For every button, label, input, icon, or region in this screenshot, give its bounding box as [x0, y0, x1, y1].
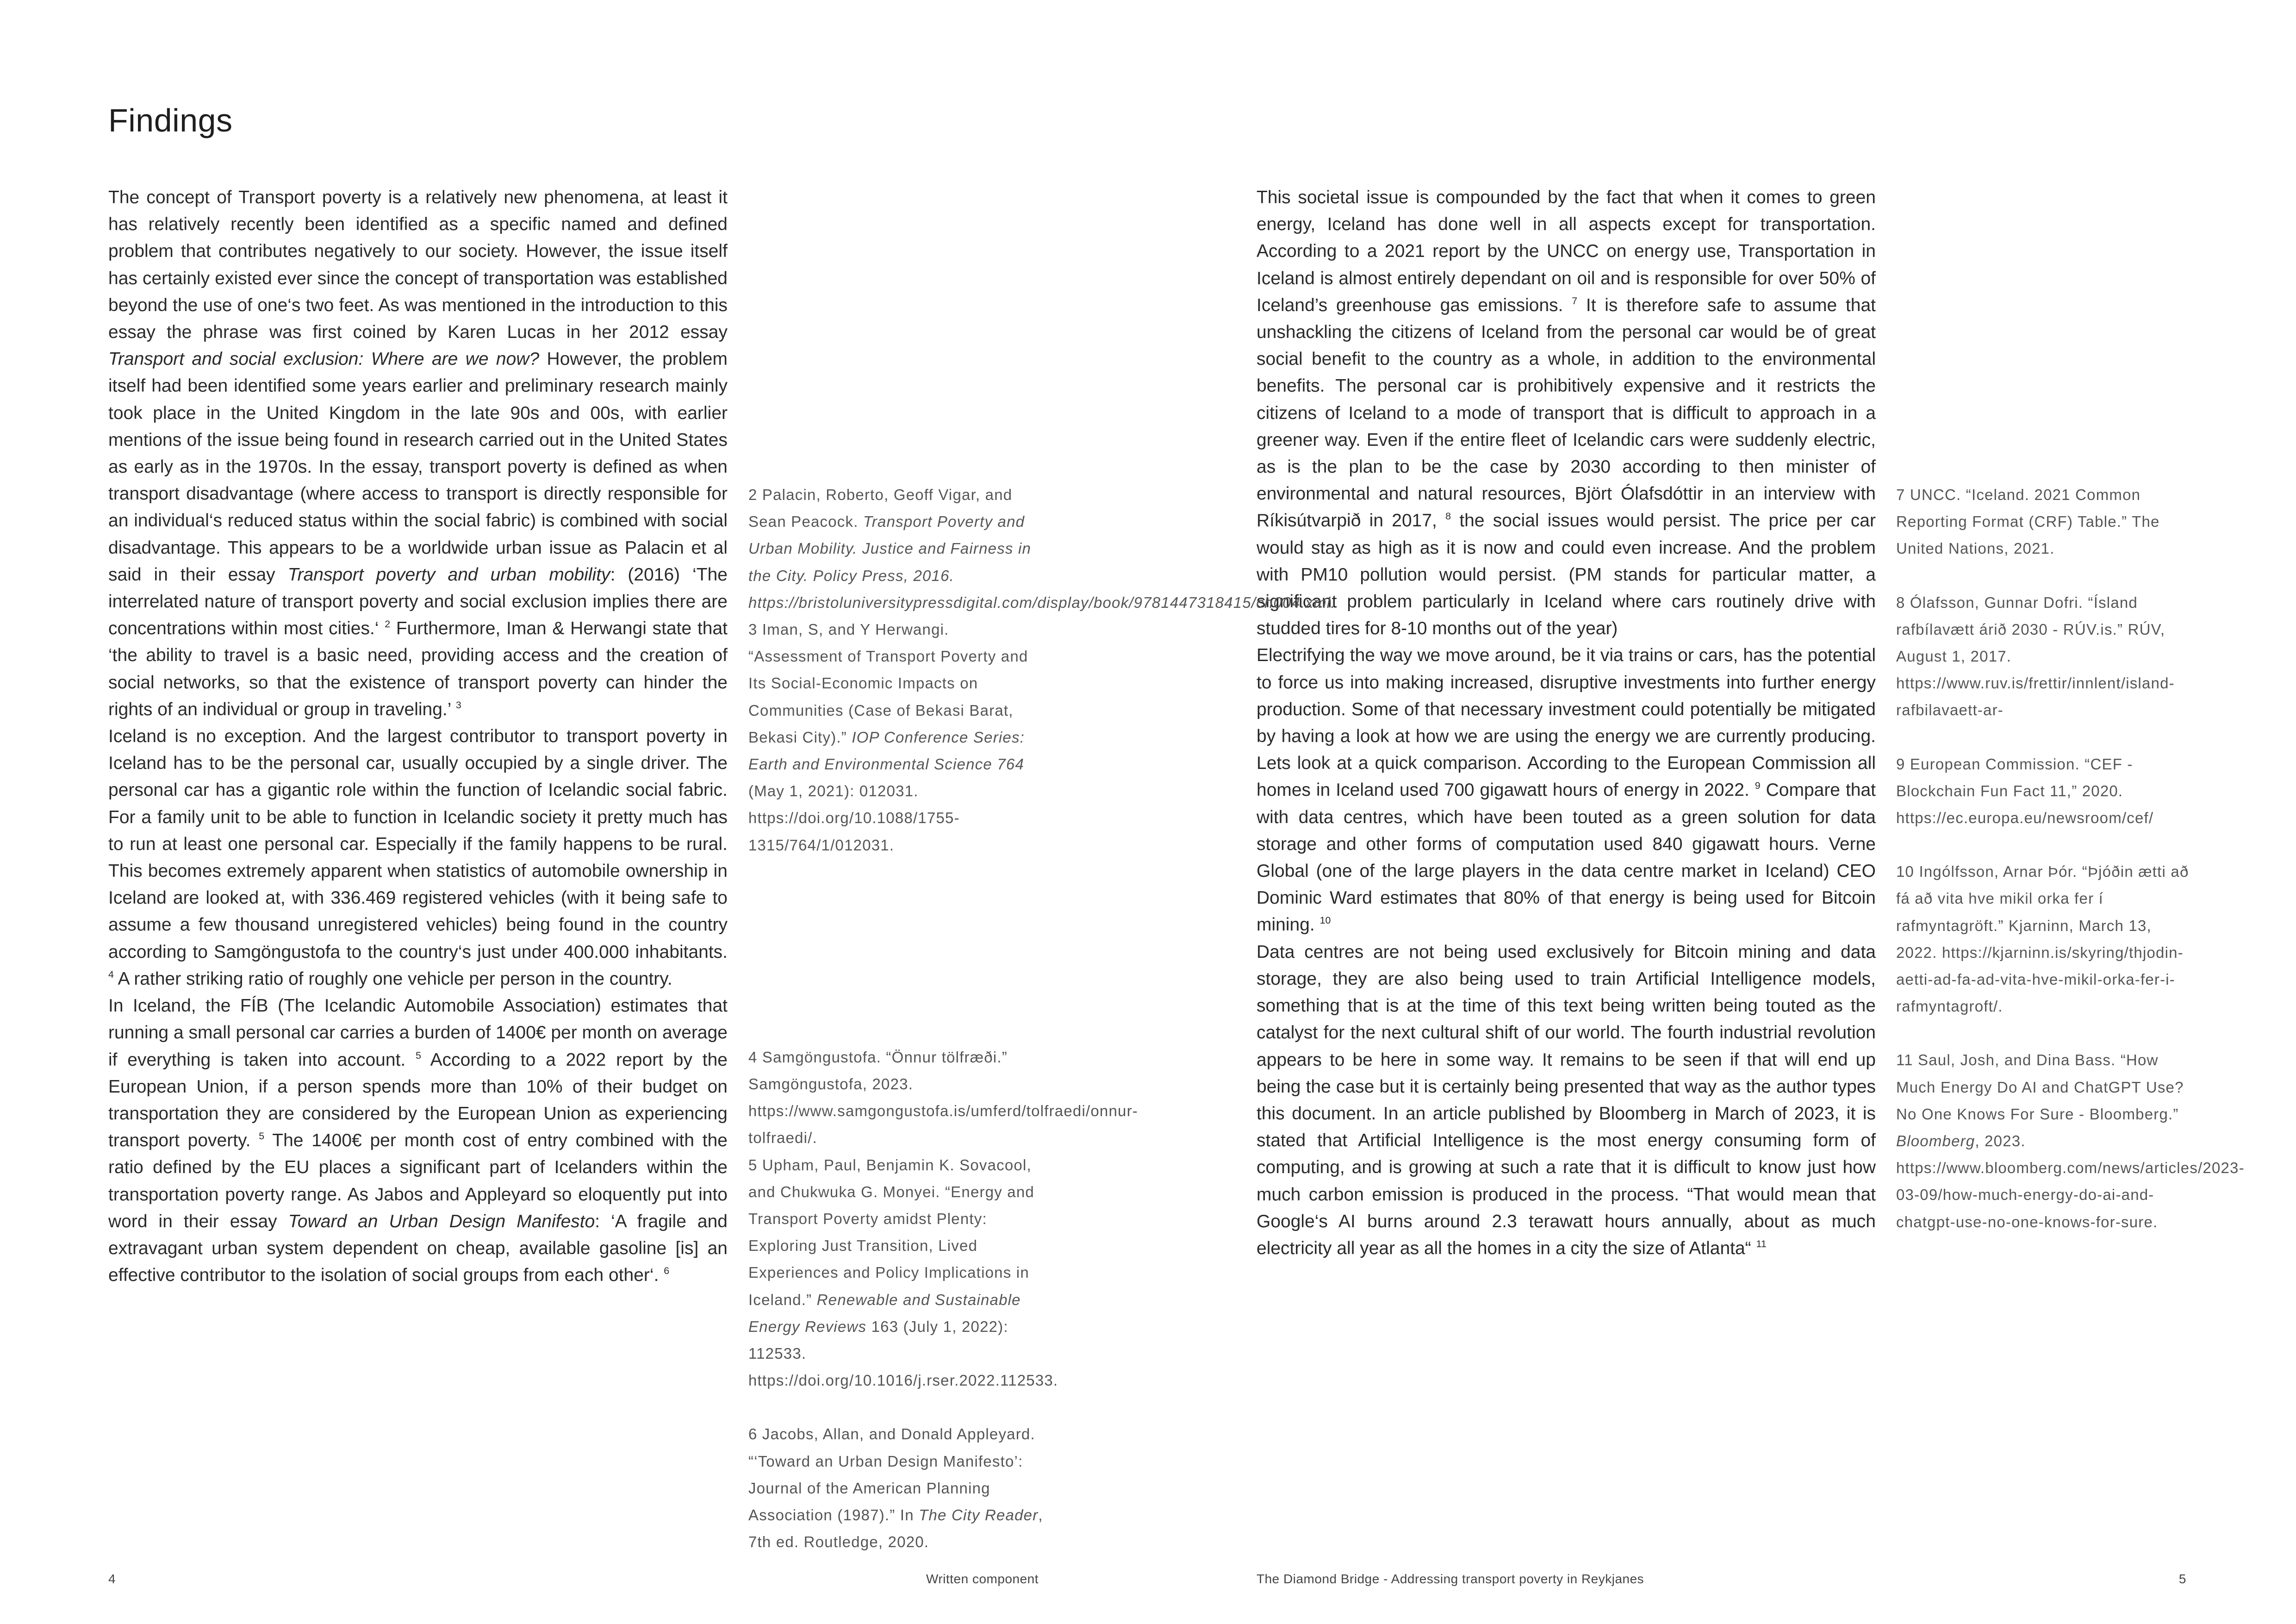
text-run: The concept of Transport poverty is a relatively new phenomena, at least it has relatively recently been identified as a specific named and defined problem that contributes negatively to our society. However, the issue itself has certainly existed ever since the concept of transportation was established beyond the use of one‘s two feet. As was mentioned in the introduction to this essay the phrase was first coined by Karen Lucas in her 2012 essay — [108, 187, 728, 343]
footnote-group — [1896, 751, 2192, 832]
text-run: In Iceland, the FÍB (The Icelandic Automobile Association) estimates that running a small personal car carries a burden of 1400€ per month on average if everything is taken into account. — [108, 996, 728, 1070]
footnote-reference: 9 — [1755, 780, 1761, 792]
footnote-reference: 10 — [1319, 915, 1331, 926]
text-run: However, the problem itself had been identified some years earlier and preliminary research mainly took place in the United Kingdom in the late 90s and 00s, with earlier mentions of the issue being found in research carried out in the United States as early as in the 1970s. In the essay, transport poverty is defined as when transport disadvantage (where access to transport is directly responsible for an individual‘s reduced status within the social fabric) is combined with social disadvantage. This appears to be a worldwide urban issue as Palacin et al said in their essay — [108, 349, 728, 585]
right-body-text — [1257, 184, 1876, 1262]
footnote — [1896, 481, 2192, 562]
text-run: : ‘A fragile and extravagant urban system dependent on cheap, available gasoline [is] an effective contributor to the isolation of social groups from each other‘. — [108, 1211, 728, 1286]
text-run: The 1400€ per month cost of entry combined with the ratio defined by the EU places a significant part of Icelanders within the transportation poverty range. As Jabos and Appleyard so eloquently put into word in their essay — [108, 1131, 728, 1231]
text-run: 2 Palacin, Roberto, Geoff Vigar, and Sean Peacock. — [748, 486, 1013, 531]
footnote-group — [748, 481, 1336, 859]
text-run: According to a 2022 report by the European Union, if a person spends more than 10% of their budget on transportation they are considered by the European Union as experiencing transport poverty. — [108, 1049, 728, 1151]
body-paragraph — [1257, 939, 1876, 1262]
text-run: , 2023. https://www.bloomberg.com/news/articles/2023-03-09/how-much-energy-do-ai-and-chatgpt-use-no-one-knows-for-sure. — [1896, 1132, 2245, 1230]
left-page-number: 4 — [108, 1572, 116, 1586]
footnote — [748, 1152, 1058, 1394]
page-title: Findings — [108, 102, 233, 138]
footnote-group — [1896, 858, 2192, 1020]
text-run: A rather striking ratio of roughly one vehicle per person in the country. — [113, 968, 672, 989]
text-run: 8 Ólafsson, Gunnar Dofri. “Ísland rafbílavætt árið 2030 - RÚV.is.” RÚV, August 1, 2017. https://www.ruv.is/frettir/innlent/island-rafbilavaett-ar- — [1896, 593, 2175, 719]
text-run: (May 1, 2021): 012031. https://doi.org/10.1088/1755-1315/764/1/012031. — [748, 782, 960, 854]
italic-title: Renewable and Sustainable Energy Reviews — [748, 1291, 1021, 1335]
body-paragraph — [108, 184, 728, 723]
text-run: 3 Iman, S, and Y Herwangi. “Assessment of Transport Poverty and Its Social-Economic Impacts on Communities (Case of Bekasi Barat, Bekasi City).” — [748, 621, 1028, 746]
footnote-group — [748, 1044, 1138, 1394]
footnote — [1896, 751, 2192, 832]
footnote-reference: 5 — [259, 1131, 265, 1142]
text-run: 11 Saul, Josh, and Dina Bass. “How Much Energy Do AI and ChatGPT Use? No One Knows For Sure - Bloomberg.” — [1896, 1051, 2184, 1123]
right-running-footer: The Diamond Bridge - Addressing transport poverty in Reykjanes — [1257, 1572, 1644, 1586]
left-body-text — [108, 184, 728, 1289]
text-run: It is therefore safe to assume that unshackling the citizens of Iceland from the personal car would be of great social benefit to the country as a whole, in addition to the environmental benefits. The personal car is prohibitively expensive and it restricts the citizens of Iceland to a mode of transport that is difficult to approach in a greener way. Even if the entire fleet of Icelandic cars were suddenly electric, as is the plan to be the case by 2030 according to then minister of environmental and natural resources, Björt Ólafsdóttir in an interview with Ríkisútvarpið in 2017, — [1257, 295, 1876, 531]
italic-title: Transport and social exclusion: Where are we now? — [108, 349, 540, 369]
footnote-reference: 3 — [455, 699, 461, 711]
footnotes-left — [748, 481, 1336, 1556]
footnote-reference: 6 — [664, 1265, 670, 1277]
footnote-reference: 7 — [1572, 295, 1578, 306]
text-run: Electrifying the way we move around, be it via trains or cars, has the potential to force us into making increased, disruptive investments into further energy production. Some of that necessary investment could potentially be mitigated by having a look at how we are using the energy we are currently producing. Lets look at a quick comparison. According to the European Commission all homes in Iceland used 700 gigawatt hours of energy in 2022. — [1257, 645, 1876, 800]
footnote-reference: 8 — [1445, 511, 1451, 522]
text-run: 163 (July 1, 2022): 112533. https://doi.org/10.1016/j.rser.2022.112533. — [748, 1318, 1058, 1389]
body-paragraph — [108, 723, 728, 993]
italic-title: Toward an Urban Design Manifesto — [288, 1211, 595, 1231]
italic-title: Transport poverty and urban mobility — [287, 564, 610, 585]
text-run: Compare that with data centres, which have been touted as a green solution for data storage and other forms of computation used 840 gigawatt hours. Verne Global (one of the large players in the data centre market in Iceland) CEO Dominic Ward estimates that 80% of that energy is being used for Bitcoin mining. — [1257, 780, 1876, 935]
footnote — [1896, 1047, 2245, 1235]
text-run: 4 Samgöngustofa. “Önnur tölfræði.” Samgöngustofa, 2023. https://www.samgongustofa.is/umferd/tolfraedi/onnur-tolfraedi/. — [748, 1048, 1138, 1147]
text-run: 6 Jacobs, Allan, and Donald Appleyard. “‘Toward an Urban Design Manifesto’: Journal of the American Planning Association (1987).” In — [748, 1425, 1035, 1524]
text-run: Data centres are not being used exclusively for Bitcoin mining and data storage, they are also being used to train Artificial Intelligence models, something that is at the time of this text being written being touted as the catalyst for the next cultural shift of our world. The fourth industrial revolution appears to be here in some way. It remains to be seen if that will end up being the case but it is certainly being presented that way as the author types this document. In an article published by Bloomberg in March of 2023, it is stated that Artificial Intelligence is the most energy consuming form of computing, and is growing at such a rate that it is difficult to know just how much carbon emission is produced in the process. “That would mean that Google‘s AI burns around 2.3 terawatt hours annually, about as much electricity all year as all the homes in a city the size of Atlanta“ — [1257, 942, 1876, 1258]
body-paragraph — [108, 993, 728, 1289]
italic-title: The City Reader — [919, 1506, 1039, 1524]
body-paragraph — [1257, 642, 1876, 938]
text-run: : (2016) ‘The interrelated nature of transport poverty and social exclusion implies there are concentrations within most cities.‘ — [108, 564, 728, 639]
footnote-group — [748, 1421, 1045, 1555]
footnote — [748, 616, 1045, 859]
text-run: Iceland is no exception. And the largest contributor to transport poverty in Iceland has to be the personal car, usually occupied by a single driver. The personal car has a gigantic role within the function of Icelandic social fabric. For a family unit to be able to function in Icelandic society it pretty much has to run at least one personal car. Especially if the family happens to be rural. This becomes extremely apparent when statistics of automobile ownership in Iceland are looked at, with 336.469 registered vehicles (with it being safe to assume a few thousand unregistered vehicles) being found in the country according to Samgöngustofa to the country‘s just under 400.000 inhabitants. — [108, 726, 728, 962]
text-run: 9 European Commission. “CEF - Blockchain Fun Fact 11,” 2020. https://ec.europa.eu/newsroom/cef/ — [1896, 755, 2154, 827]
footnote-group — [1896, 481, 2192, 562]
footnotes-right — [1896, 481, 2245, 1236]
footnote-reference: 5 — [416, 1049, 421, 1061]
text-run: , 7th ed. Routledge, 2020. — [748, 1506, 1043, 1551]
footnote — [748, 1044, 1138, 1152]
italic-title: Transport Poverty and Urban Mobility. Justice and Fairness in the City. Policy Press, 2016. https://bristoluniversitypressdigital.com/display/book/9781447318415/ch004.xml. — [748, 513, 1336, 611]
footnote-reference: 4 — [108, 968, 114, 980]
text-run: This societal issue is compounded by the fact that when it comes to green energy, Iceland has done well in all aspects except for transportation. According to a 2021 report by the UNCC on energy use, Transportation in Iceland is almost entirely dependant on oil and is responsible for over 50% of Iceland’s greenhouse gas emissions. — [1257, 187, 1876, 315]
footnote-reference: 11 — [1756, 1238, 1767, 1249]
body-paragraph — [1257, 184, 1876, 642]
italic-title: Bloomberg — [1896, 1132, 1975, 1150]
right-page-number: 5 — [2178, 1572, 2186, 1586]
footnote — [748, 1421, 1045, 1555]
footnote — [1896, 858, 2192, 1020]
text-run: 5 Upham, Paul, Benjamin K. Sovacool, and Chukwuka G. Monyei. “Energy and Transport Poverty amidst Plenty: Exploring Just Transition, Lived Experiences and Policy Implications in Iceland.” — [748, 1156, 1034, 1308]
text-run: Furthermore, Iman & Herwangi state that ‘the ability to travel is a basic need, providing access and the creation of social networks, so that the existence of transport poverty can hinder the rights of an individual or group in traveling.’ — [108, 618, 728, 719]
text-run: the social issues would persist. The price per car would stay as high as it is now and could even increase. And the problem with PM10 pollution would persist. (PM stands for particular matter, a significant problem particularly in Iceland where cars routinely drive with studded tires for 8-10 months out of the year) — [1257, 511, 1876, 639]
text-run: 7 UNCC. “Iceland. 2021 Common Reporting Format (CRF) Table.” The United Nations, 2021. — [1896, 486, 2160, 557]
footnote — [1896, 589, 2192, 724]
left-running-footer: Written component — [926, 1572, 1039, 1586]
italic-title: IOP Conference Series: Earth and Environmental Science 764 — [748, 728, 1025, 773]
footnote — [748, 481, 1336, 616]
text-run: 10 Ingólfsson, Arnar Þór. “Þjóðin ætti að fá að vita hve mikil orka fer í rafmyntagröft.” Kjarninn, March 13, 2022. https://kjarninn.is/skyring/thjodin-aetti-ad-fa-ad-vita-hve-mikil-orka-fer-i-rafmyntagroft/. — [1896, 863, 2189, 1015]
footnote-group — [1896, 1047, 2245, 1235]
footnote-reference: 2 — [385, 618, 391, 630]
footnote-group — [1896, 589, 2192, 724]
